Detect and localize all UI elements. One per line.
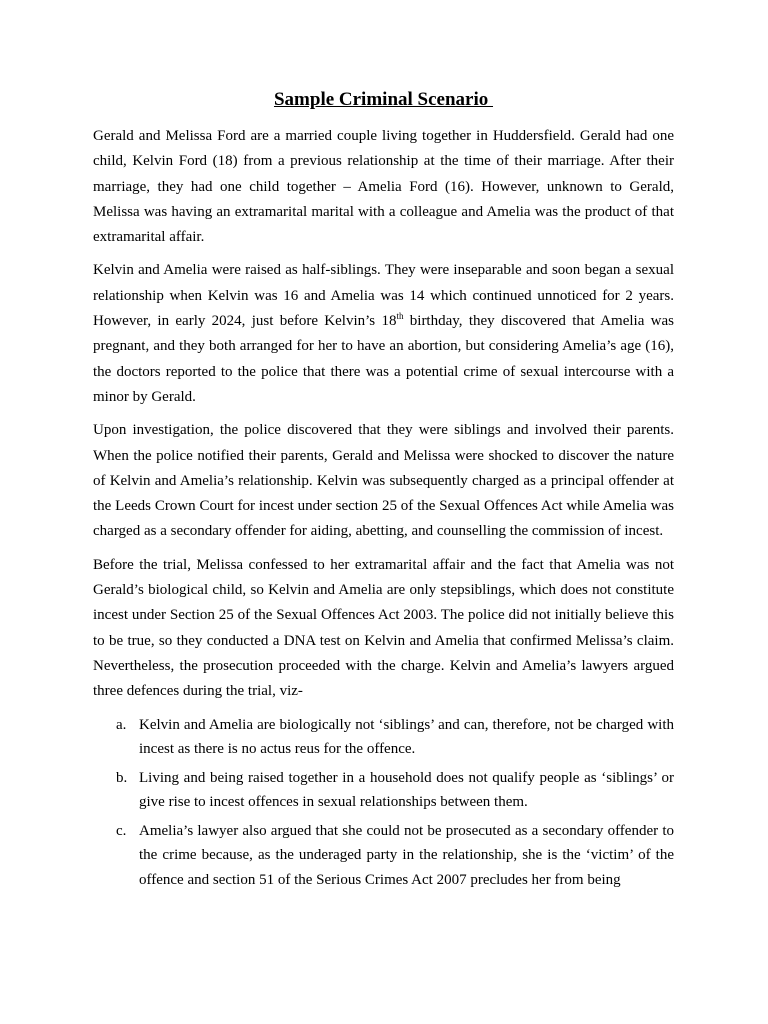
ordinal-superscript: th: [396, 311, 404, 322]
paragraph-2-text-before-superscript: Kelvin and Amelia were raised as half-siblings. They were inseparable and soon began a sexual relationship when Kelvin was 16 and Amelia was 14 which continued unnoticed for 2 years. However, in early 2024, just before Kelvin’s 18: [93, 262, 674, 330]
list-item-defence-b: [93, 766, 674, 815]
defences-list: [93, 713, 674, 893]
document-title: [93, 86, 674, 114]
paragraph-4: Before the trial, Melissa confessed to her extramarital affair and the fact that Amelia was not Gerald’s biological child, so Kelvin and Amelia are only stepsiblings, which does not constitute incest under Section 25 of the Sexual Offences Act 2003. The police did not initially believe this to be true, so they conducted a DNA test on Kelvin and Amelia that confirmed Melissa’s claim. Nevertheless, the prosecution proceeded with the charge. Kelvin and Amelia’s lawyers argued three defences during the trial, viz-: [93, 556, 674, 700]
list-item-text: Living and being raised together in a household does not qualify people as ‘siblings’ or give rise to incest offences in sexual relationships between them.: [139, 769, 674, 811]
paragraph-3: Upon investigation, the police discovered that they were siblings and involved their parents. When the police notified their parents, Gerald and Melissa were shocked to discover the nature of Kelvin and Amelia’s relationship. Kelvin was subsequently charged as a principal offender at the Leeds Crown Court for incest under section 25 of the Sexual Offences Act while Amelia was charged as a secondary offender for aiding, abetting, and counselling the commission of incest.: [93, 422, 674, 540]
paragraph-2-text-after-superscript: birthday, they discovered that Amelia was pregnant, and they both arranged for her to have an abortion, but considering Amelia’s age (16), the doctors reported to the police that there was a potential crime of sexual intercourse with a minor by Gerald.: [93, 313, 674, 405]
list-marker: b.: [116, 769, 128, 786]
list-item-text: Amelia’s lawyer also argued that she could not be prosecuted as a secondary offender to the crime because, as the underaged party in the relationship, she is the ‘victim’ of the offence and section 51 of the Serious Crimes Act 2007 precludes her from being: [139, 822, 674, 888]
list-marker: c.: [116, 822, 127, 839]
paragraph-1: Gerald and Melissa Ford are a married couple living together in Huddersfield. Gerald had one child, Kelvin Ford (18) from a previous relationship at the time of their marriage. After their marriage, they had one child together – Amelia Ford (16). However, unknown to Gerald, Melissa was having an extramarital marital with a colleague and Amelia was the product of that extramarital affair.: [93, 128, 674, 246]
list-item-text: Kelvin and Amelia are biologically not ‘siblings’ and can, therefore, not be charged with incest as there is no actus reus for the offence.: [139, 716, 674, 758]
paragraph-2: [93, 258, 674, 410]
list-marker: a.: [116, 716, 127, 733]
document-page: [93, 86, 674, 896]
list-item-defence-c: [93, 819, 674, 893]
document-title-text: Sample Criminal Scenario: [273, 89, 494, 110]
list-item-defence-a: [93, 713, 674, 762]
